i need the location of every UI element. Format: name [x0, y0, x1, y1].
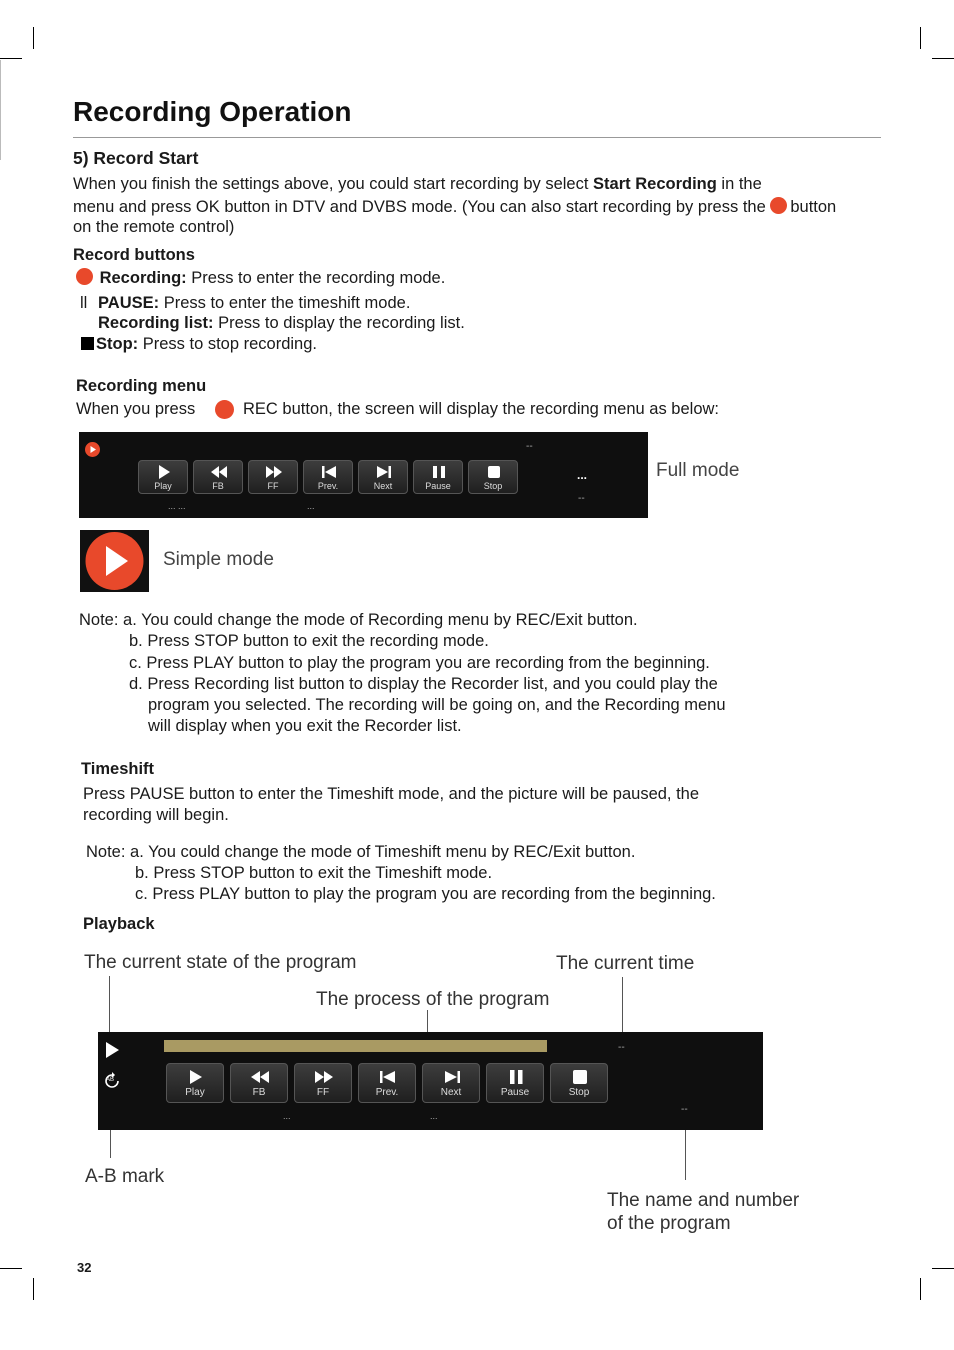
crop-mark	[932, 1268, 954, 1269]
stop-square-icon	[81, 337, 94, 350]
play-icon	[139, 464, 189, 480]
ff-button[interactable]	[294, 1063, 352, 1103]
timeshift-heading: Timeshift	[81, 760, 155, 778]
next-icon	[423, 1069, 481, 1085]
timeshift-text: Press PAUSE button to enter the Timeshift mode, and the picture will be paused, the	[83, 785, 700, 803]
prev-button[interactable]	[358, 1063, 416, 1103]
recording-menu-text-a: When you press	[76, 400, 196, 418]
timeshift-note: Note: a. You could change the mode of Timeshift menu by REC/Exit button.	[86, 843, 636, 861]
label-ab-mark: A-B mark	[85, 1166, 165, 1187]
timeshift-note: b. Press STOP button to exit the Timeshift mode.	[135, 864, 493, 882]
fast-forward-icon	[249, 464, 299, 480]
record-dot-icon	[76, 268, 93, 285]
pause-icon	[414, 464, 464, 480]
full-mode-bar	[79, 432, 648, 518]
title-rule	[73, 137, 881, 138]
record-indicator-icon	[85, 442, 100, 457]
full-top-dash: --	[526, 441, 533, 452]
button-label: Prev.	[375, 1087, 399, 1098]
record-buttons-heading: Record buttons	[73, 246, 195, 264]
page-number: 32	[77, 1260, 92, 1275]
label-current-time: The current time	[556, 953, 695, 974]
recording-menu-text-b: REC button, the screen will display the recording menu as below:	[243, 400, 719, 418]
play-icon	[167, 1069, 225, 1085]
playback-bar	[98, 1032, 763, 1130]
full-mid-dash: --	[578, 493, 585, 504]
button-label: FB	[252, 1087, 266, 1098]
crop-mark	[932, 58, 954, 59]
stop-item: Stop: Press to stop recording.	[81, 334, 317, 354]
crop-mark	[33, 1278, 34, 1300]
play-button[interactable]	[138, 460, 188, 494]
play-button[interactable]	[166, 1063, 224, 1103]
ff-button[interactable]	[248, 460, 298, 494]
label-name-number: The name and number	[607, 1190, 800, 1211]
button-label: Pause	[425, 481, 451, 491]
section-heading: 5) Record Start	[73, 148, 199, 168]
crop-mark	[33, 27, 34, 49]
label-process: The process of the program	[316, 989, 550, 1010]
bottom-dots: ...	[283, 1111, 291, 1121]
button-label: Stop	[483, 481, 503, 491]
note1-line: Note: a. You could change the mode of Recording menu by REC/Exit button.	[79, 611, 638, 629]
button-label: FB	[212, 481, 224, 491]
button-label: Prev.	[317, 481, 339, 491]
fast-backward-icon	[194, 464, 244, 480]
full-mode-label: Full mode	[656, 460, 740, 481]
timeshift-note: c. Press PLAY button to play the program you are recording from the beginning.	[135, 885, 716, 903]
intro-line-3: on the remote control)	[73, 218, 235, 236]
prev-button[interactable]	[303, 460, 353, 494]
record-dot-icon	[215, 400, 234, 419]
note1-line: program you selected. The recording will be going on, and the Recording menu	[148, 696, 726, 714]
fb-button[interactable]	[193, 460, 243, 494]
note1-line: d. Press Recording list button to display the Recorder list, and you could play the	[129, 675, 718, 693]
crop-mark	[0, 58, 22, 59]
ab-text: AB	[106, 1077, 115, 1083]
record-item: Recording: Press to enter the recording mode.	[76, 268, 445, 288]
note1-line: b. Press STOP button to exit the recording mode.	[129, 632, 489, 650]
stop-icon	[469, 464, 519, 480]
button-label: Play	[154, 481, 172, 491]
note1-line: c. Press PLAY button to play the program you are recording from the beginning.	[129, 654, 710, 672]
fast-backward-icon	[231, 1069, 289, 1085]
pause-glyph-icon: ll	[80, 294, 88, 312]
pause-button[interactable]	[413, 460, 463, 494]
recording-menu-heading: Recording menu	[76, 377, 207, 395]
button-label: Stop	[568, 1087, 590, 1098]
play-state-icon	[104, 1041, 120, 1059]
note1-line: will display when you exit the Recorder list.	[148, 717, 462, 735]
button-label: Play	[185, 1087, 205, 1098]
intro-line-1: When you finish the settings above, you could start recording by select Start Recording in the	[73, 175, 762, 193]
full-dots: ...	[577, 468, 588, 482]
crop-mark	[0, 1268, 22, 1269]
stop-icon	[551, 1069, 609, 1085]
next-button[interactable]	[422, 1063, 480, 1103]
fast-forward-icon	[295, 1069, 353, 1085]
next-button[interactable]	[358, 460, 408, 494]
previous-icon	[359, 1069, 417, 1085]
pause-icon	[487, 1069, 545, 1085]
full-bottom-left: ... ...	[168, 501, 186, 511]
button-label: FF	[316, 1087, 330, 1098]
stop-button[interactable]	[550, 1063, 608, 1103]
button-label: Next	[440, 1087, 462, 1098]
record-play-icon	[80, 530, 149, 592]
label-current-state: The current state of the program	[84, 952, 357, 973]
record-dot-icon	[770, 197, 787, 214]
simple-mode-label: Simple mode	[163, 549, 274, 570]
recording-list-item: Recording list: Press to display the recording list.	[98, 314, 465, 332]
crop-mark	[920, 27, 921, 49]
page-title: Recording Operation	[73, 96, 352, 127]
fb-button[interactable]	[230, 1063, 288, 1103]
button-label: Next	[373, 481, 393, 491]
ab-mark-icon	[102, 1071, 122, 1091]
time-dash: --	[618, 1042, 625, 1053]
next-icon	[359, 464, 409, 480]
crop-mark	[920, 1278, 921, 1300]
simple-mode-icon[interactable]	[80, 530, 149, 592]
bottom-dots: ...	[430, 1111, 438, 1121]
name-dash: --	[681, 1104, 688, 1115]
full-bottom-mid: ...	[307, 501, 315, 511]
progress-bar[interactable]	[164, 1040, 547, 1052]
playback-heading: Playback	[83, 915, 155, 933]
callout-line-state	[109, 976, 110, 1040]
pause-item: ll PAUSE: Press to enter the timeshift mode.	[80, 294, 411, 312]
intro-line-2: menu and press OK button in DTV and DVBS mode. (You can also start recording by press the button	[73, 198, 837, 216]
pause-button[interactable]	[486, 1063, 544, 1103]
button-label: FF	[267, 481, 279, 491]
previous-icon	[304, 464, 354, 480]
stop-button[interactable]	[468, 460, 518, 494]
timeshift-text: recording will begin.	[83, 806, 229, 824]
crop-mark	[0, 60, 1, 160]
button-label: Pause	[500, 1087, 530, 1098]
label-name-number: of the program	[607, 1213, 731, 1234]
